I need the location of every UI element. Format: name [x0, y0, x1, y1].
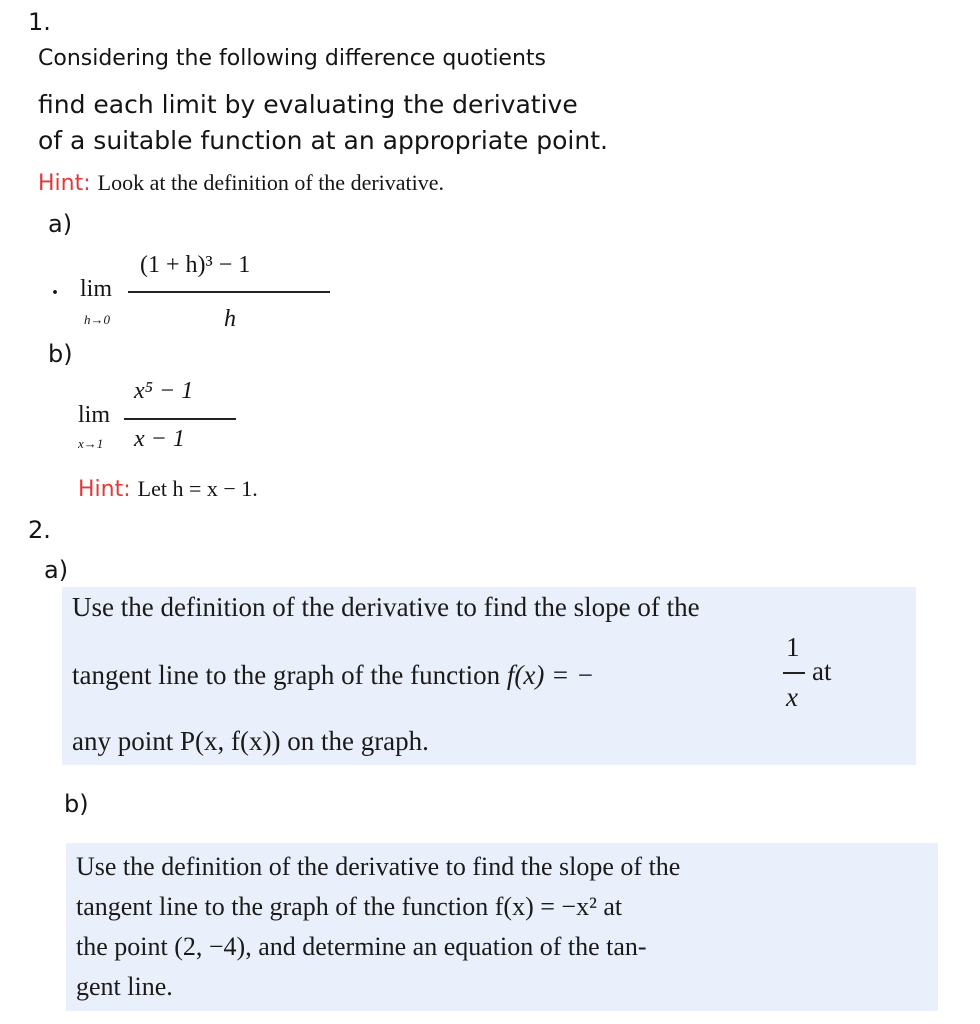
q2a-line-2-pre: tangent line to the graph of the function	[72, 660, 501, 690]
hint-text: Let h = x − 1.	[137, 476, 258, 501]
q1-part-b-label: b)	[48, 340, 73, 368]
q2-part-a-label: a)	[44, 556, 69, 584]
q1-instruction-line-1: Considering the following difference quotients	[38, 46, 546, 71]
lim-subscript: x→1	[78, 436, 104, 451]
fraction-numerator: (1 + h)³ − 1	[140, 252, 251, 278]
q2a-line-2-post: at	[812, 656, 832, 686]
question-2-number: 2.	[28, 516, 51, 544]
fraction-denominator: h	[224, 306, 236, 332]
q1-instruction-line-3: of a suitable function at an appropriate point.	[38, 126, 608, 155]
q1-part-a-label: a)	[48, 210, 73, 238]
fraction-denominator: x − 1	[134, 426, 185, 452]
fraction-bar	[124, 418, 236, 420]
hint-label: Hint:	[38, 171, 91, 196]
question-1-number: 1.	[28, 8, 51, 36]
q2b-line-4: gent line.	[76, 972, 173, 1001]
q2a-function: f(x) = −	[506, 660, 595, 690]
lim-text: lim	[80, 276, 113, 302]
fraction-numerator: x⁵ − 1	[134, 378, 194, 404]
lim-subscript: h→0	[84, 312, 110, 327]
q2a-line-1: Use the definition of the derivative to find the slope of the	[72, 592, 700, 622]
fraction-bar	[783, 672, 805, 674]
q2a-line-3: any point P(x, f(x)) on the graph.	[72, 726, 429, 756]
q1-part-b-hint	[78, 476, 258, 502]
q2-part-b-label: b)	[64, 790, 89, 818]
q2b-line-1: Use the definition of the derivative to find the slope of the	[76, 852, 681, 881]
hint-text: Look at the definition of the derivative.	[97, 170, 445, 195]
fraction-bar	[128, 291, 330, 293]
hint-label: Hint:	[78, 477, 131, 502]
lim-text: lim	[78, 402, 111, 428]
q2b-line-2: tangent line to the graph of the function f(x) = −x² at	[76, 892, 623, 921]
q1-instruction-line-2: find each limit by evaluating the derivative	[38, 90, 578, 119]
bullet-dot: .	[52, 274, 58, 300]
fraction-numerator: 1	[786, 632, 800, 662]
q2b-line-3: the point (2, −4), and determine an equation of the tan-	[76, 932, 647, 961]
fraction-denominator: x	[786, 682, 798, 712]
q1-hint	[38, 170, 444, 196]
q2a-line-2	[72, 660, 594, 691]
